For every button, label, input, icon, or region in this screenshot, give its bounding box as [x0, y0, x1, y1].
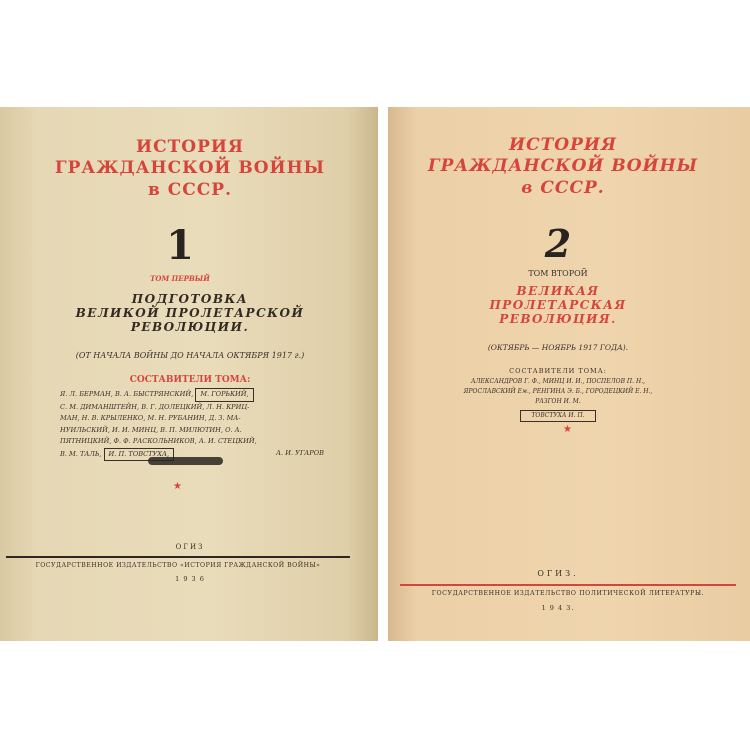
left-star-icon: ★	[173, 481, 182, 492]
left-volume-number: 1	[166, 222, 194, 269]
left-title-line-3: в СССР.	[147, 179, 233, 200]
left-compilers-line-1: Я. Л. БЕРМАН, В. А. БЫСТРЯНСКИЙ, М. ГОРЬКИЙ,	[60, 388, 324, 402]
right-volume-number: 2	[544, 221, 572, 266]
right-year: 1 9 4 3.	[541, 604, 575, 612]
left-publisher-full: ГОСУДАРСТВЕННОЕ ИЗДАТЕЛЬСТВО «ИСТОРИЯ ГРАЖДАНСКОЙ ВОЙНЫ»	[35, 562, 321, 569]
left-title-line-2: ГРАЖДАНСКОЙ ВОЙНЫ	[54, 158, 326, 179]
left-ink-blot	[148, 457, 223, 465]
left-title-line-1: ИСТОРИЯ	[136, 137, 244, 157]
right-title-page	[388, 107, 750, 641]
right-subtitle	[408, 285, 708, 326]
left-subtitle-line-3: РЕВОЛЮЦИИ.	[130, 319, 250, 334]
left-subtitle-line-1: ПОДГОТОВКА	[131, 292, 249, 306]
right-compilers-line-1: АЛЕКСАНДРОВ Г. Ф., МИНЦ И. И., ПОСПЕЛОВ П. Н.,	[470, 378, 646, 385]
right-compilers-line-4	[418, 410, 698, 422]
right-star-icon: ★	[563, 424, 572, 435]
left-footer-rule	[6, 556, 350, 558]
right-footer-rule	[400, 584, 736, 586]
right-compilers-line-2: ЯРОСЛАВСКИЙ Ем., РЕНГИНА Э. Б., ГОРОДЕЦКИЙ Е. Н.,	[463, 388, 653, 395]
left-title-page	[0, 107, 378, 641]
right-subtitle-line-3: РЕВОЛЮЦИЯ.	[499, 311, 617, 326]
left-subtitle	[40, 293, 340, 334]
left-compilers-line-5: ПЯТНИЦКИЙ, Ф. Ф. РАСКОЛЬНИКОВ, А. И. СТЕЦКИЙ,	[60, 437, 257, 445]
right-period: (ОКТЯБРЬ — НОЯБРЬ 1917 ГОДА).	[487, 343, 629, 352]
left-compilers-line-3: МАН, Н. В. КРЫЛЕНКО, М. Н. РУБАНИН, Д. З. МА-	[60, 414, 241, 422]
left-compilers-list	[60, 388, 324, 461]
right-book-title	[398, 135, 728, 199]
left-compilers-line-6: В. М. ТАЛЬ, И. П. ТОВСТУХА, А. И. УГАРОВ	[60, 448, 324, 462]
right-compilers-list	[418, 377, 698, 422]
left-period: (ОТ НАЧАЛА ВОЙНЫ ДО НАЧАЛА ОКТЯБРЯ 1917 г.)	[75, 351, 305, 360]
left-subtitle-line-2: ВЕЛИКОЙ ПРОЛЕТАРСКОЙ	[75, 305, 305, 320]
right-subtitle-line-1: ВЕЛИКАЯ	[516, 284, 600, 298]
right-volume-label: ТОМ ВТОРОЙ	[528, 269, 588, 278]
left-boxed-name-tovstukha: И. П. ТОВСТУХА,	[104, 448, 175, 462]
left-publisher-short: ОГИЗ	[175, 543, 205, 551]
right-subtitle-line-2: ПРОЛЕТАРСКАЯ	[489, 297, 627, 312]
left-volume-label: ТОМ ПЕРВЫЙ	[150, 274, 210, 283]
left-compilers-heading: СОСТАВИТЕЛИ ТОМА:	[129, 375, 251, 385]
right-compilers-heading: СОСТАВИТЕЛИ ТОМА:	[509, 367, 607, 375]
right-publisher-full: ГОСУДАРСТВЕННОЕ ИЗДАТЕЛЬСТВО ПОЛИТИЧЕСКОЙ ЛИТЕРАТУРЫ.	[431, 590, 705, 597]
left-book-title	[20, 137, 360, 201]
right-compilers-line-3: РАЗГОН И. М.	[535, 398, 581, 405]
right-boxed-name-tovstukha: ТОВСТУХА И. П.	[520, 410, 595, 422]
right-title-line-3: в СССР.	[521, 177, 605, 198]
left-compilers-line-2: С. М. ДИМАНШТЕЙН, В. Г. ДОЛЕЦКИЙ, Л. Н. КРИЦ-	[60, 402, 250, 411]
right-title-line-1: ИСТОРИЯ	[509, 135, 617, 155]
left-boxed-name-gorky: М. ГОРЬКИЙ,	[195, 388, 253, 402]
left-year: 1 9 3 6	[175, 575, 205, 583]
right-title-line-2: ГРАЖДАНСКОЙ ВОЙНЫ	[427, 156, 699, 177]
right-publisher-short: ОГИЗ.	[537, 569, 579, 578]
left-compilers-line-4: НУИЛЬСКИЙ, И. И. МИНЦ, В. П. МИЛЮТИН, О. А.	[60, 425, 242, 434]
